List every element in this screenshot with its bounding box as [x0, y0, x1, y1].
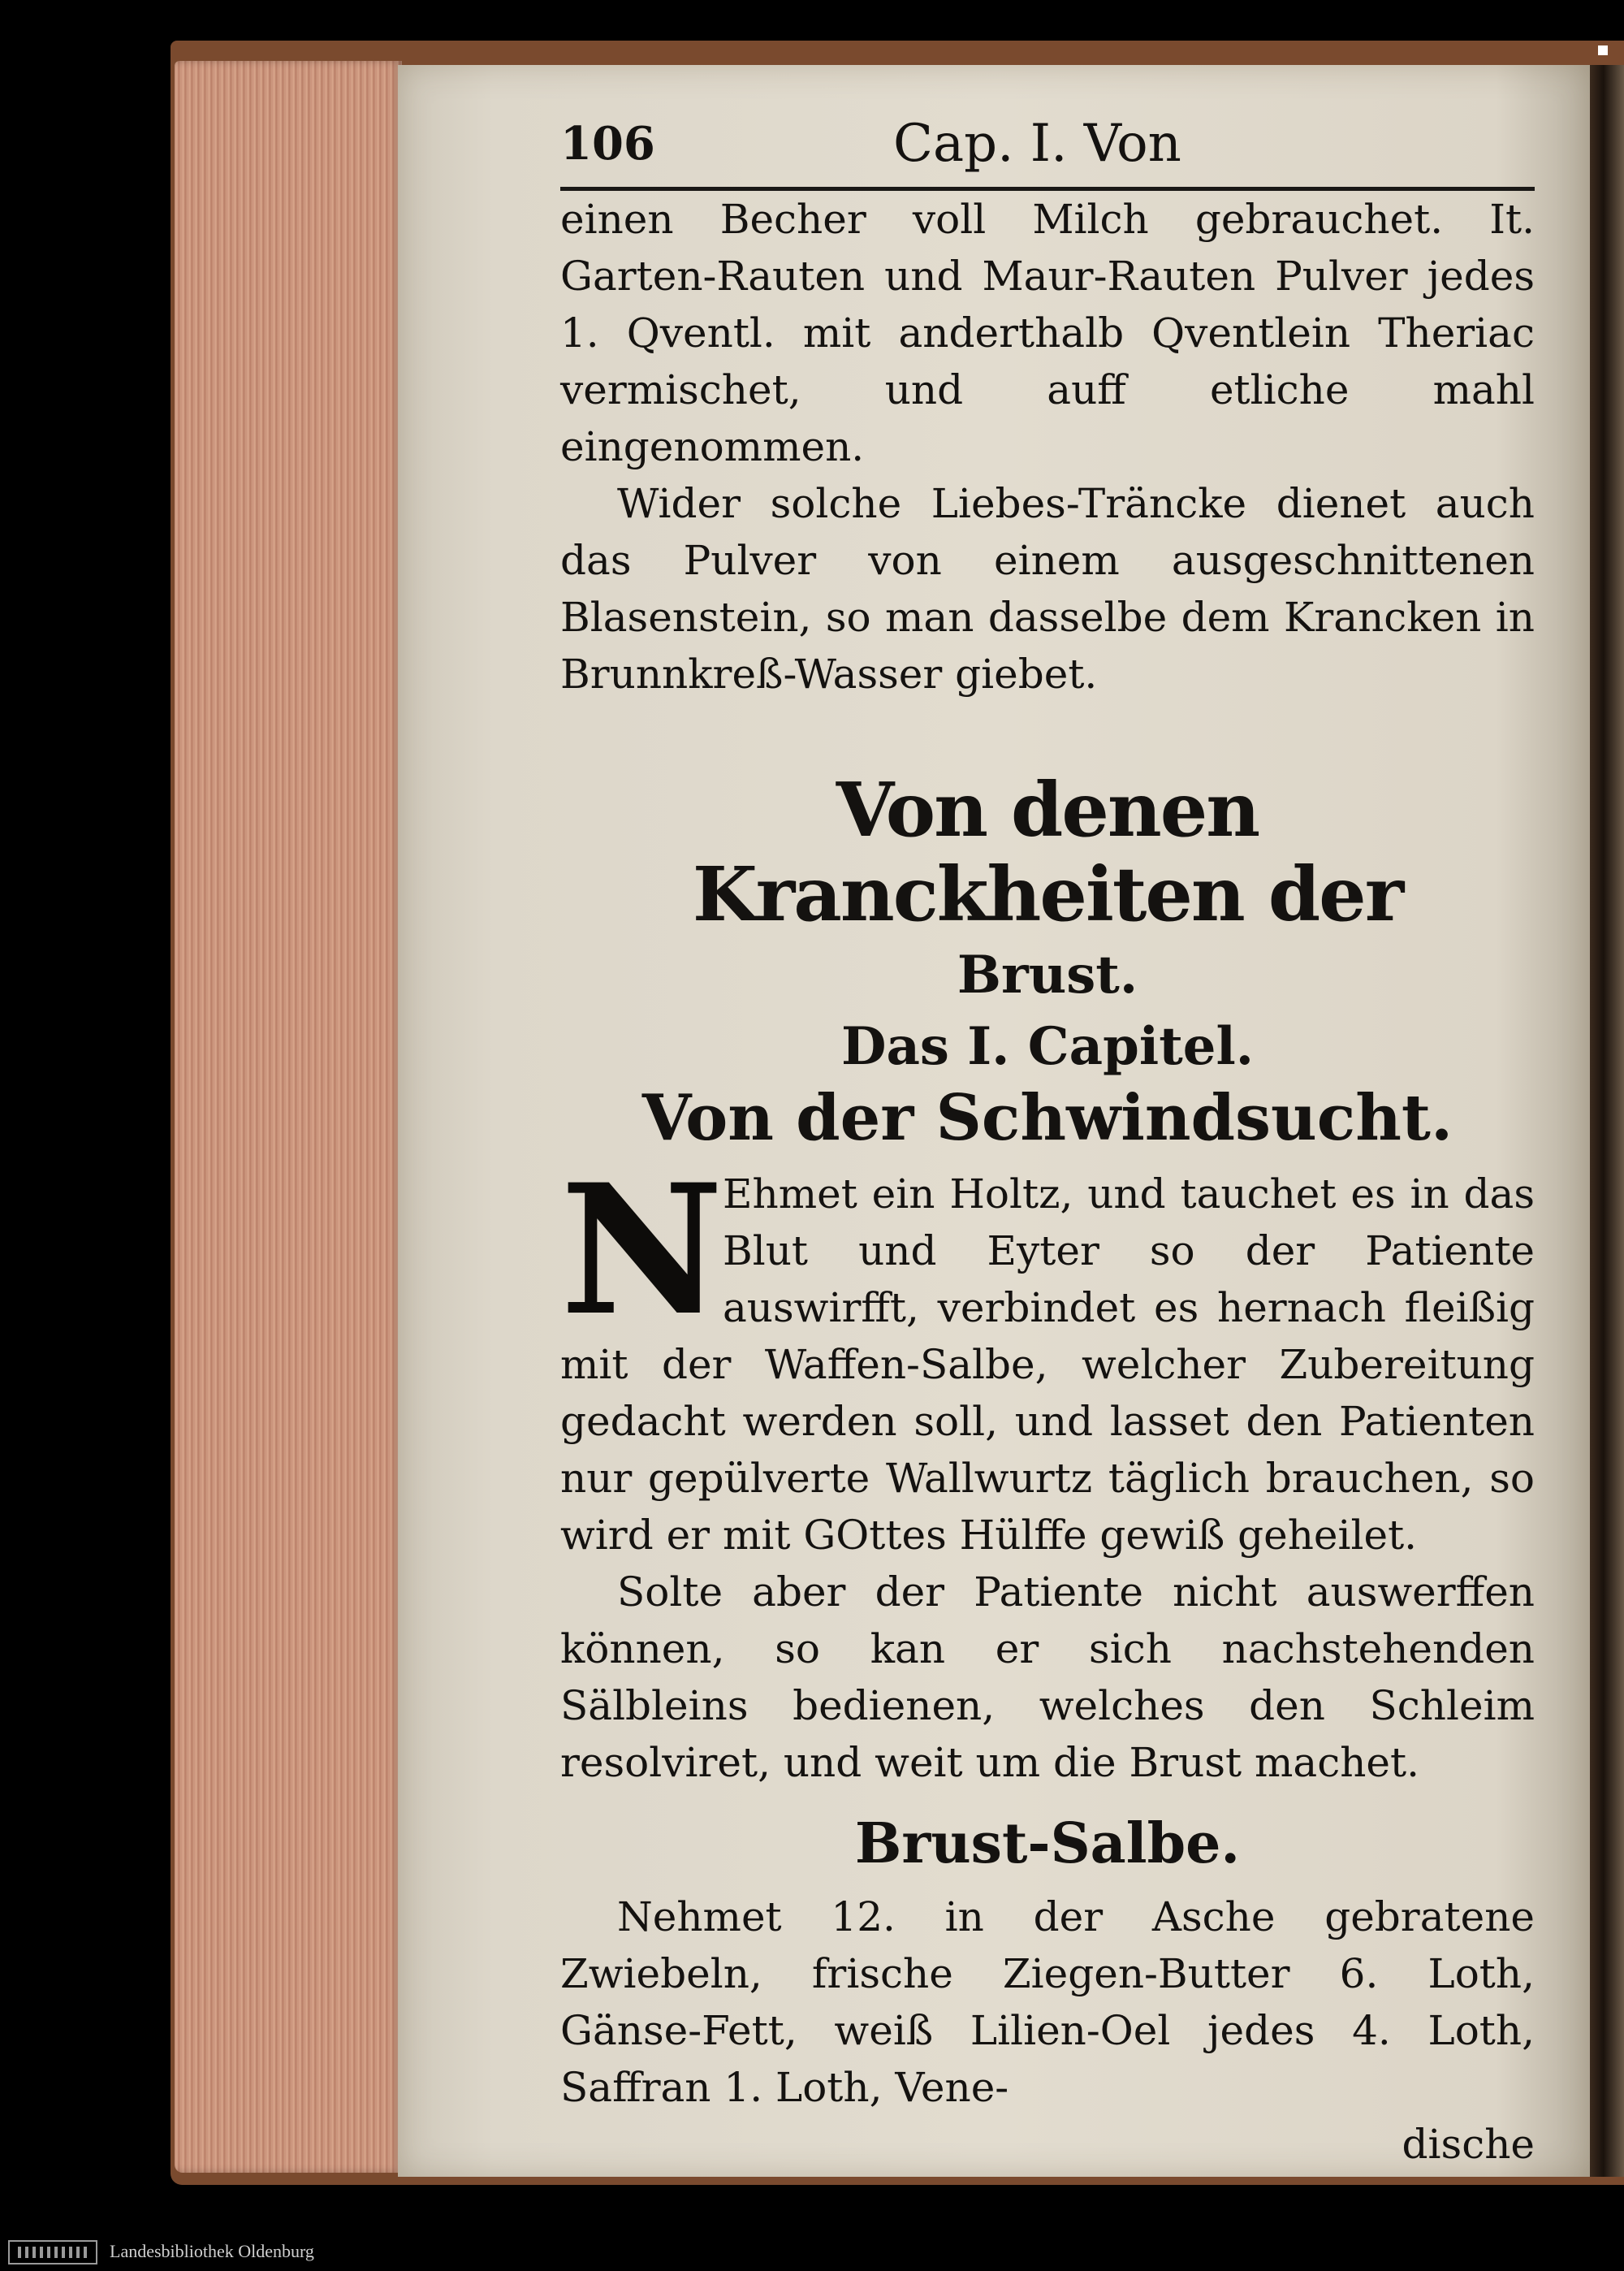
page-number: 106 [560, 117, 655, 171]
page-text [560, 114, 1535, 2173]
chapter-title: Von der Schwindsucht. [641, 1081, 1453, 1155]
section-heading-line2: Brust. [957, 945, 1138, 1006]
body-text [560, 191, 1535, 2173]
paragraph-3-block [560, 1144, 1535, 1564]
paragraph-3: Ehmet ein Holtz, und tauchet es in das Blut und Eyter so der Patiente auswirfft, verbindet es hernach fleißig mit der Waffen-Salbe, welcher Zubereitung gedacht werden soll, und lasset den Patienten nur gepülverte Wallwurtz täglich brauchen, so wird er mit GOttes Hülffe gewiß geheilet. [560, 1170, 1535, 1559]
dropcap-letter: N [560, 1144, 724, 1355]
recipe-heading: Brust-Salbe. [854, 1811, 1241, 1876]
paragraph-5: Nehmet 12. in der Asche gebratene Zwiebeln, frische Ziegen-Butter 6. Loth, Gänse-Fett, weiß Lilien-Oel jedes 4. Loth, Saffran 1. Loth, Vene- [560, 1893, 1535, 2111]
library-label: Landesbibliothek Oldenburg [110, 2241, 314, 2261]
page-edges [175, 61, 402, 2173]
corner-mark [1598, 45, 1608, 55]
chapter-label: Das I. Capitel. [840, 1016, 1255, 1077]
book-gutter [1590, 65, 1624, 2177]
paragraph-4: Solte aber der Patiente nicht auswerffen können, so kan er sich nachstehenden Sälbleins bedienen, welches den Schleim resolviret, und weit um die Brust machet. [560, 1568, 1535, 1786]
catchword: dische [1402, 2121, 1535, 2168]
library-logo-icon [8, 2240, 97, 2265]
running-head: Cap. I. Von [893, 114, 1181, 174]
page-header [560, 114, 1535, 191]
paragraph-opening: einen Becher voll Milch gebrauchet. It. Garten-Rauten und Maur-Rauten Pulver jedes 1. Qventl. mit anderthalb Qventlein Theriac vermischet, und auff etliche mahl eingenommen. [560, 196, 1535, 470]
section-heading: Von denen Kranckheiten der [692, 766, 1403, 938]
paragraph-2: Wider solche Liebes-Träncke dienet auch das Pulver von einem ausgeschnittenen Blasenstein, so man dasselbe dem Krancken in Brunnkreß-Wasser giebet. [560, 480, 1535, 698]
